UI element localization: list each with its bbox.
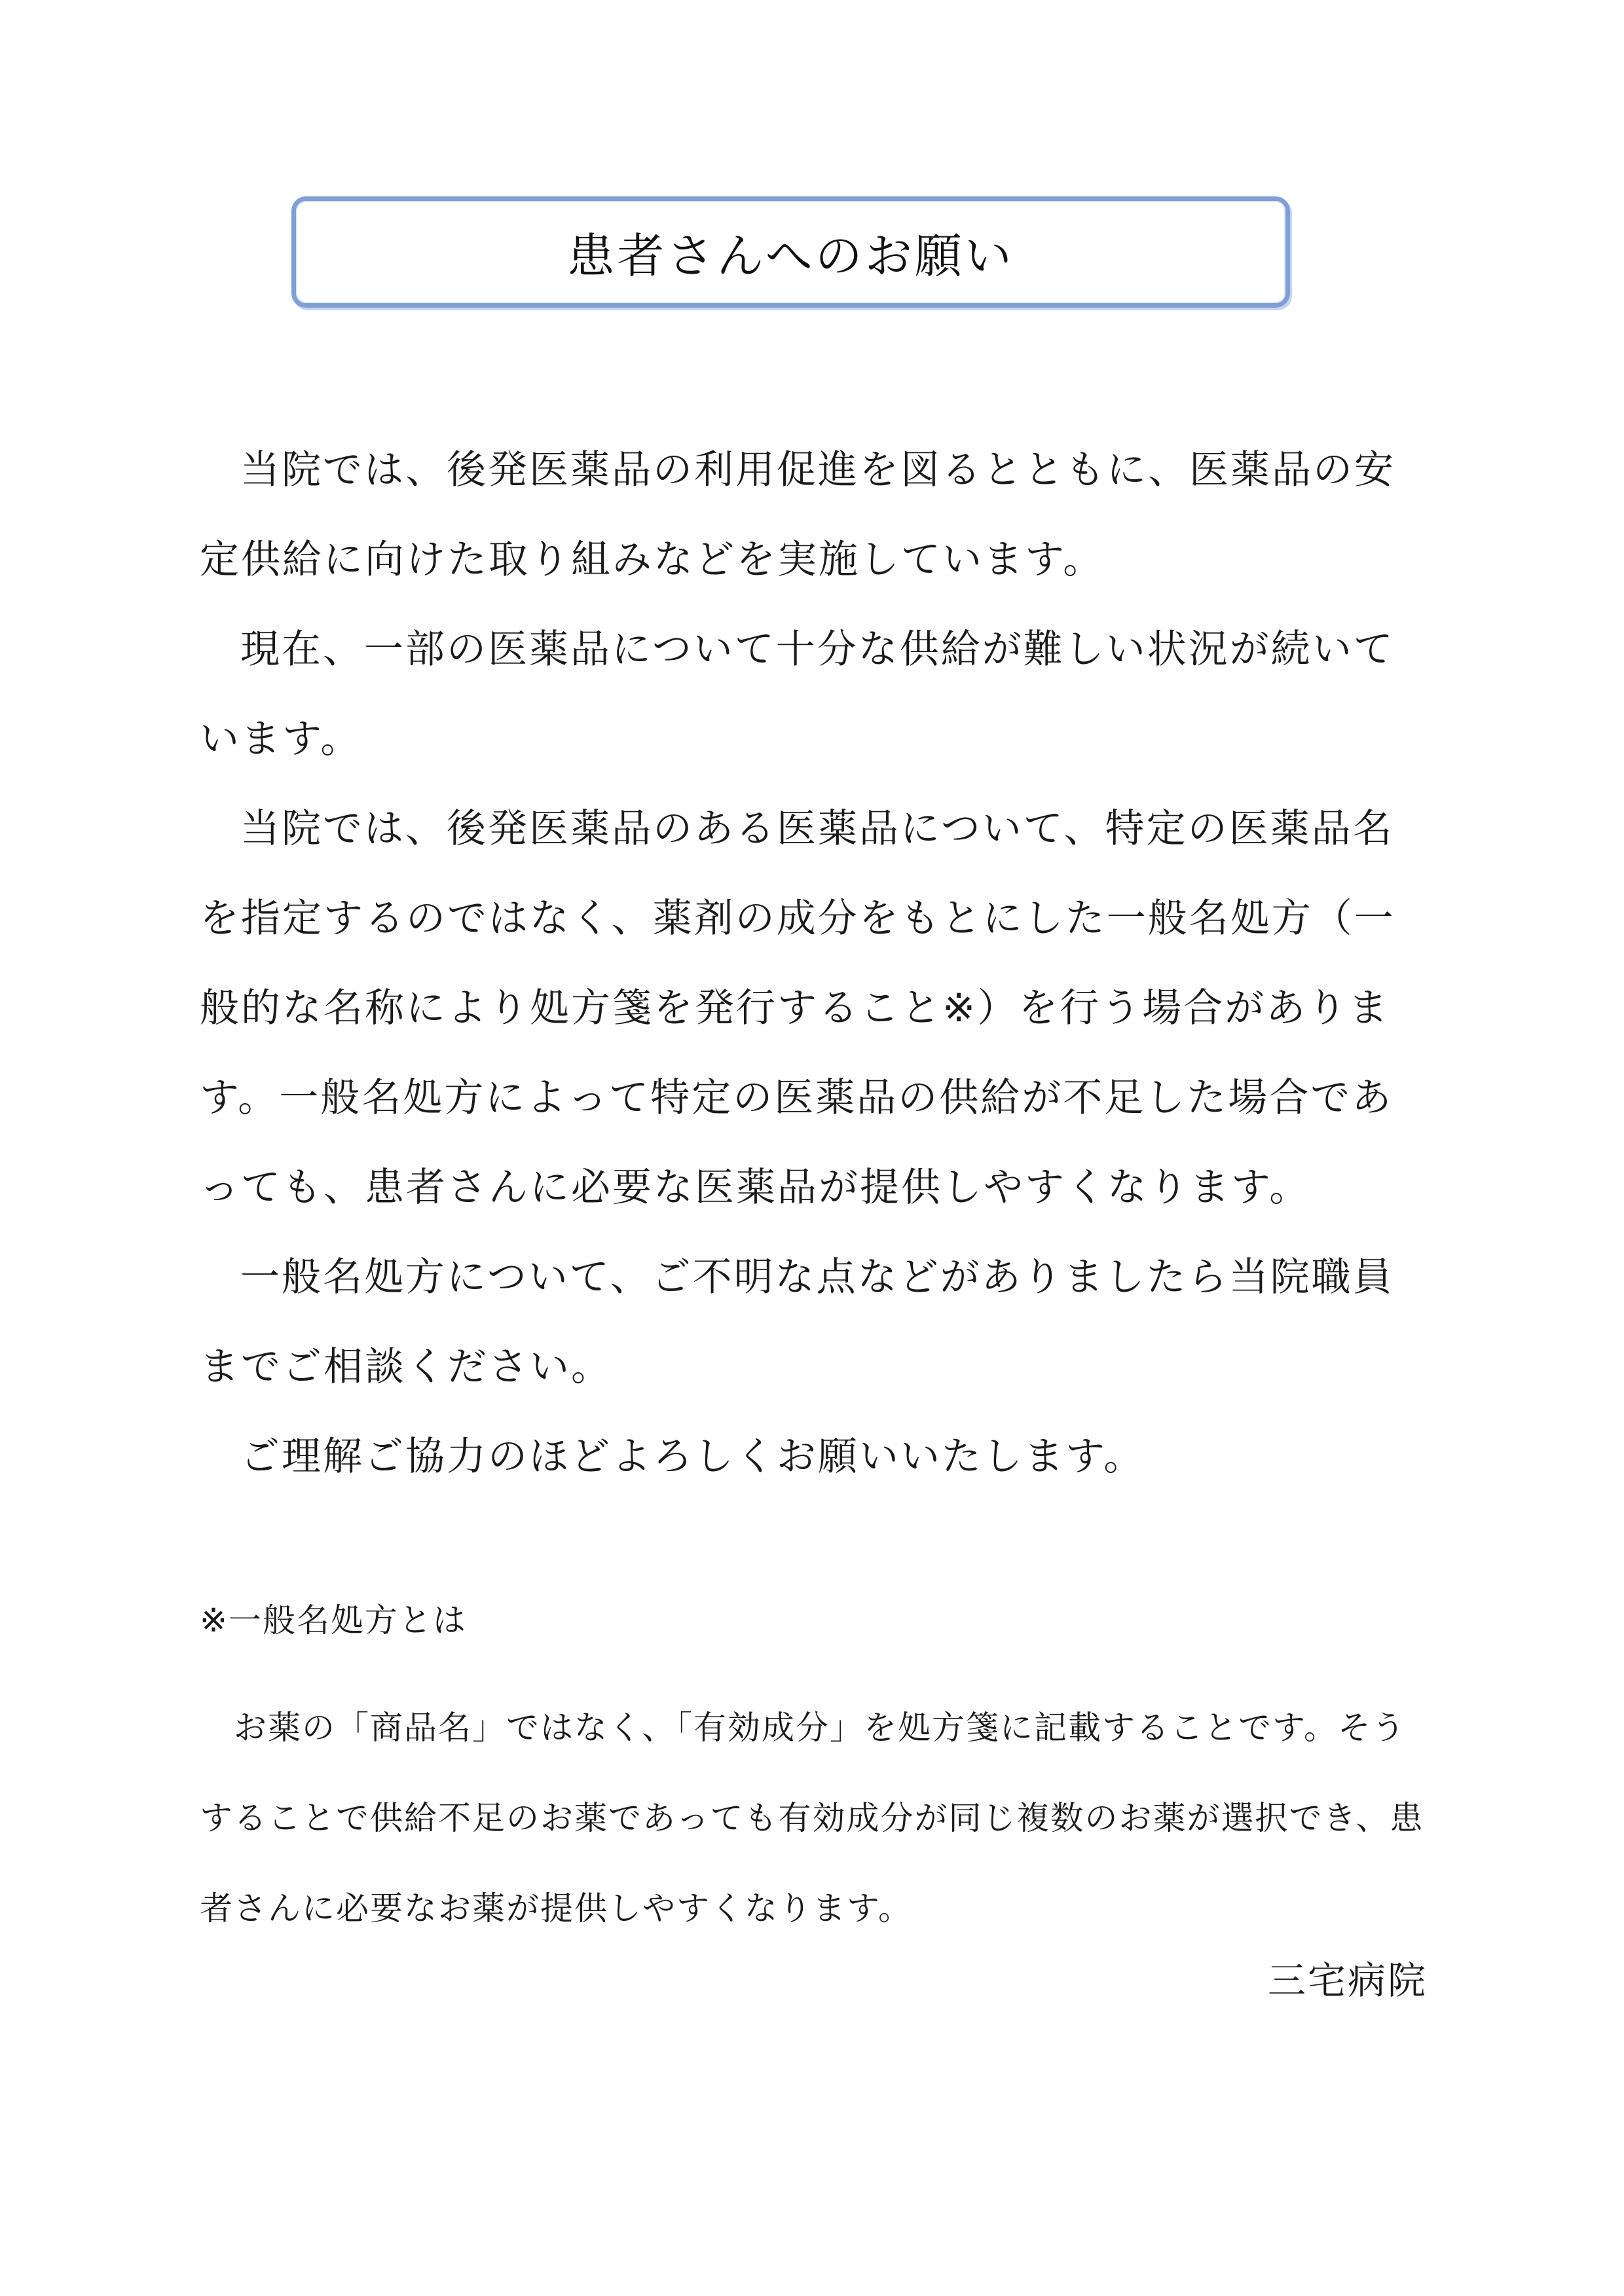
paragraph-supply-status: 現在、一部の医薬品について十分な供給が難しい状況が続いています。: [200, 627, 1395, 762]
footnote: [200, 1597, 1431, 1954]
paragraph-contact: 一般名処方について、ご不明な点などがありましたら当院職員までご相談ください。: [200, 1254, 1394, 1390]
paragraph-intro: 当院では、後発医薬品の利用促進を図るとともに、医薬品の安定供給に向けた取り組みなどを実施しています。: [200, 447, 1395, 583]
paragraph-generic-prescription: 当院では、後発医薬品のある医薬品について、特定の医薬品名を指定するのではなく、薬剤の成分をもとにした一般名処方（一般的な名称により処方箋を発行すること※）を行う場合があります。一般名処方によって特定の医薬品の供給が不足した場合であっても、患者さんに必要な医薬品が提供しやすくなります。: [200, 806, 1395, 1211]
footnote-body: お薬の「商品名」ではなく、「有効成分」を処方箋に記載することです。そうすることで供給不足のお薬であっても有効成分が同じ複数のお薬が選択でき、患者さんに必要なお薬が提供しやすくなります。: [200, 1709, 1424, 1927]
body-text: [200, 426, 1431, 1502]
footnote-heading: ※一般名処方とは: [200, 1601, 467, 1639]
paragraph-thanks: ご理解ご協力のほどよろしくお願いいたします。: [240, 1434, 1145, 1480]
hospital-signature: 三宅病院: [1267, 1958, 1428, 2003]
title-box: [291, 196, 1290, 308]
page-title: 患者さんへのお願い: [567, 228, 1014, 283]
